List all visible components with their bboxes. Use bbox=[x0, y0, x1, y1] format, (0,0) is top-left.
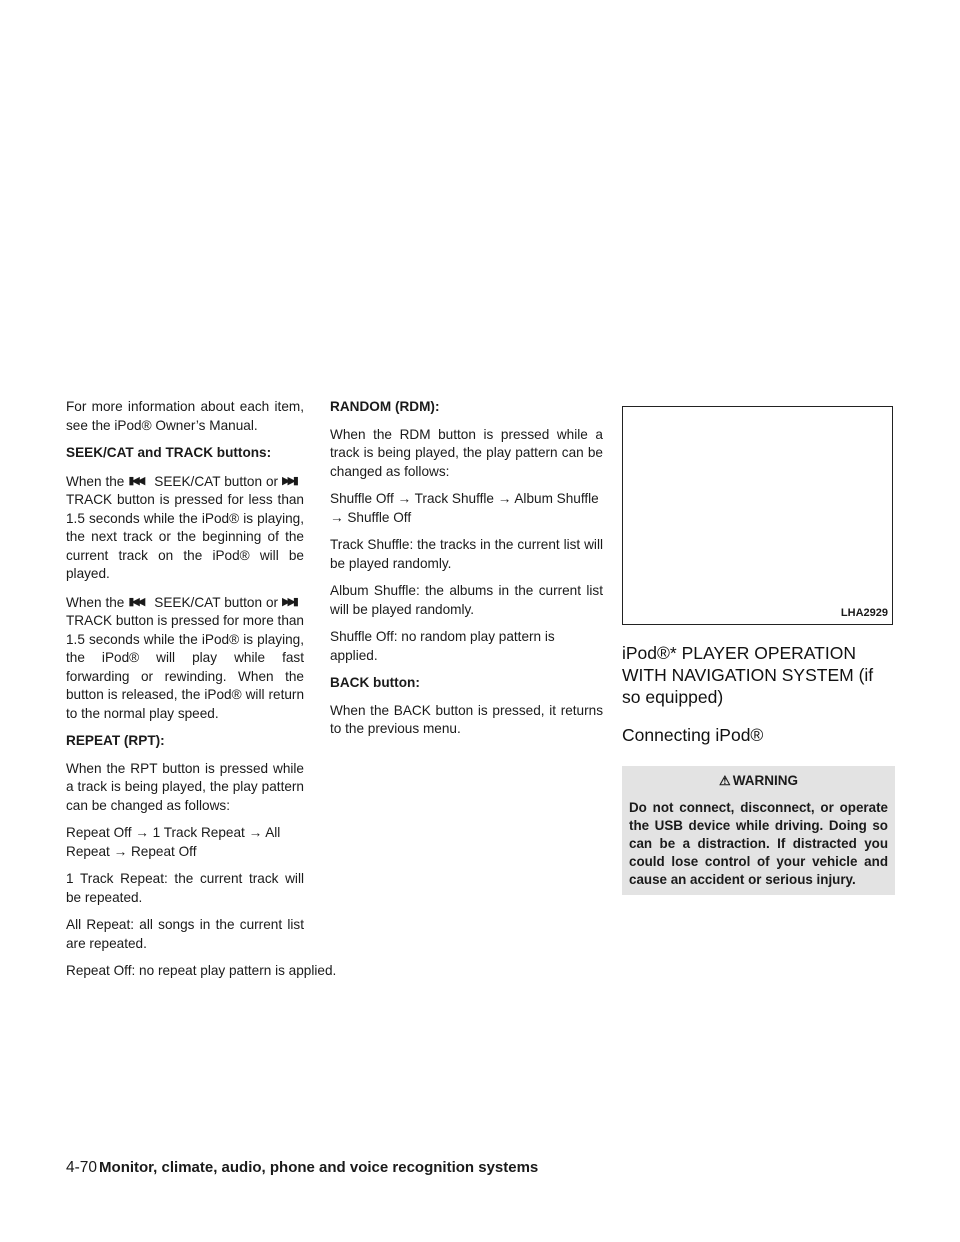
warning-header bbox=[626, 770, 891, 791]
random-paragraph-4: Album Shuffle: the albums in the current list will be played randomly. bbox=[330, 583, 603, 617]
chapter-title: Monitor, climate, audio, phone and voice recognition systems bbox=[99, 1159, 539, 1176]
middle-column bbox=[330, 398, 603, 748]
repeat-paragraph-1: When the RPT button is pressed while a track is being played, the play pattern can be changed as follows: bbox=[66, 760, 304, 813]
back-heading: BACK button: bbox=[330, 675, 420, 690]
repeat-paragraph-5: Repeat Off: no repeat play pattern is applied. bbox=[66, 963, 337, 978]
warning-box bbox=[622, 766, 895, 895]
random-paragraph-5: Shuffle Off: no random play pattern is applied. bbox=[330, 629, 555, 663]
repeat-paragraph-4: All Repeat: all songs in the current list are repeated. bbox=[66, 917, 304, 951]
subsection-title: Connecting iPod® bbox=[622, 725, 764, 745]
page-number: 4-70 bbox=[66, 1159, 98, 1176]
random-paragraph-2: Shuffle Off → Track Shuffle → Album Shuffle → Shuffle Off bbox=[330, 491, 599, 525]
page-footer bbox=[66, 1159, 538, 1177]
random-paragraph-3: Track Shuffle: the tracks in the current list will be played randomly. bbox=[330, 537, 603, 571]
right-column bbox=[622, 398, 895, 895]
section-title: iPod®* PLAYER OPERATION WITH NAVIGATION SYSTEM (if so equipped) bbox=[622, 643, 874, 707]
seek-p2-mid: SEEK/CAT button or bbox=[154, 594, 279, 610]
warning-label: WARNING bbox=[732, 773, 798, 788]
seek-back-icon: ▮◀◀ bbox=[128, 595, 143, 608]
back-paragraph: When the BACK button is pressed, it returns to the previous menu. bbox=[330, 702, 603, 736]
repeat-paragraph-2: Repeat Off → 1 Track Repeat → All Repeat → Repeat Off bbox=[66, 825, 281, 859]
track-forward-icon: ▶▶▮ bbox=[282, 474, 296, 487]
repeat-heading: REPEAT (RPT): bbox=[66, 733, 165, 748]
seek-paragraph-long-press bbox=[66, 593, 304, 724]
warning-text: Do not connect, disconnect, or operate the USB device while driving. Doing so can be a distraction. If distracted you could lose control of your vehicle and cause an accident or serious injury. bbox=[629, 799, 888, 887]
repeat-paragraph-3: 1 Track Repeat: the current track will be repeated. bbox=[66, 871, 304, 905]
seek-p1-post: TRACK button is pressed for less than 1.5 seconds while the iPod® is playing, the next track or the beginning of the current track on the iPod® will be played. bbox=[66, 492, 304, 581]
track-forward-icon: ▶▶▮ bbox=[282, 595, 296, 608]
random-heading: RANDOM (RDM): bbox=[330, 399, 440, 414]
illustration-figure bbox=[622, 406, 893, 625]
random-paragraph-1: When the RDM button is pressed while a track is being played, the play pattern can be changed as follows: bbox=[330, 426, 603, 479]
left-column bbox=[66, 398, 337, 990]
figure-id: LHA2929 bbox=[840, 606, 888, 619]
seek-p2-post: TRACK button is pressed for more than 1.5 seconds while the iPod® is playing, the iPod® will play while fast forwarding or rewinding. When the button is released, the iPod® will return to the normal play speed. bbox=[66, 613, 304, 721]
warning-triangle-icon: ⚠ bbox=[719, 773, 731, 788]
seek-paragraph-short-press bbox=[66, 472, 304, 584]
seek-p1-pre: When the bbox=[66, 473, 125, 489]
intro-text: For more information about each item, see the iPod® Owner’s Manual. bbox=[66, 399, 304, 433]
seek-p1-mid: SEEK/CAT button or bbox=[154, 473, 279, 489]
seek-back-icon: ▮◀◀ bbox=[128, 474, 143, 487]
seek-track-heading: SEEK/CAT and TRACK buttons: bbox=[66, 445, 272, 460]
seek-p2-pre: When the bbox=[66, 594, 125, 610]
